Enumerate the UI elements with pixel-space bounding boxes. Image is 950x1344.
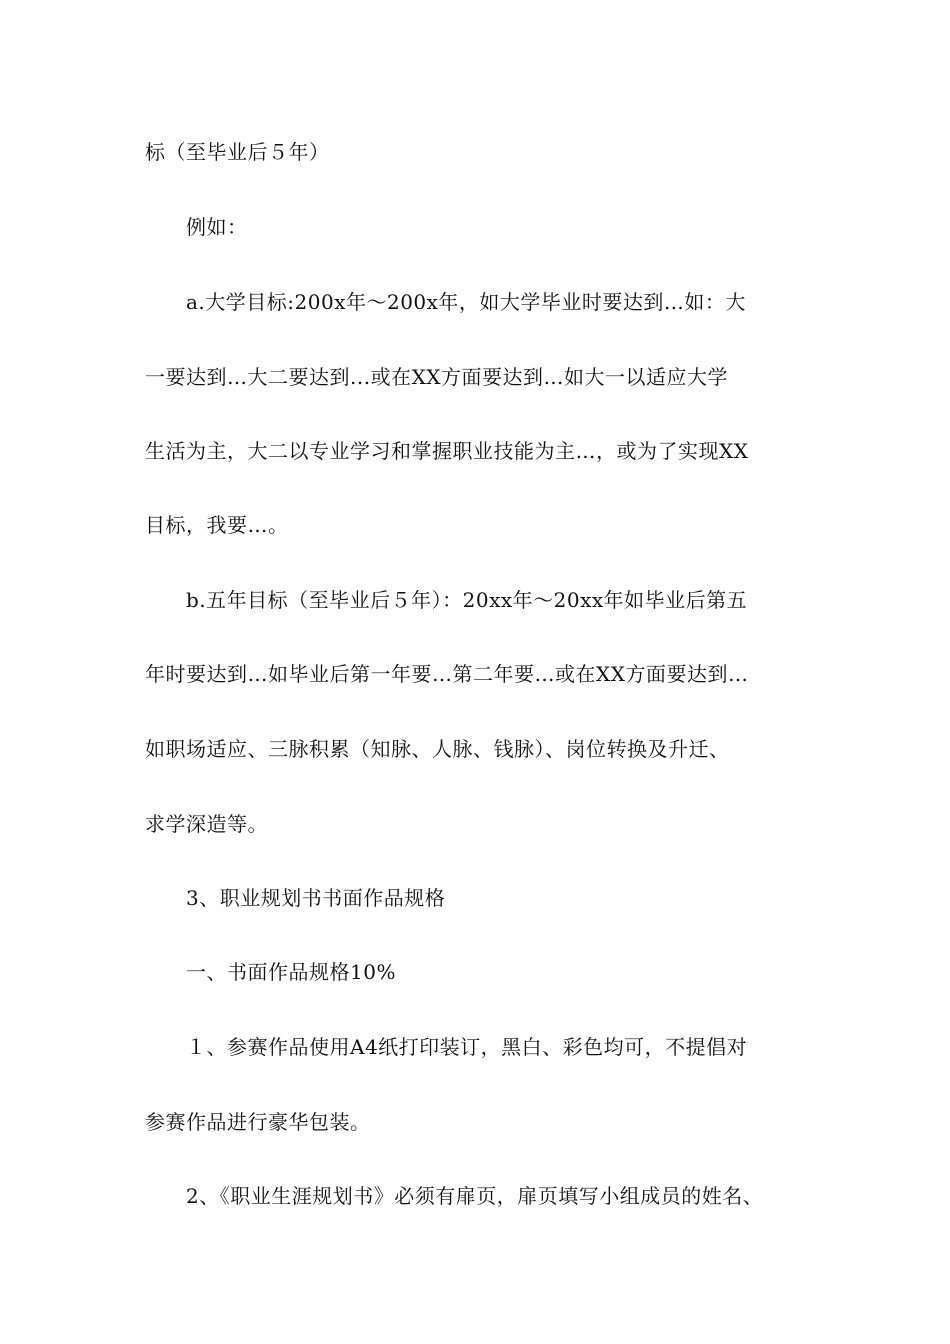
text-line-11: 3、职业规划书书面作品规格 xyxy=(186,886,446,910)
text-line-3: a.大学目标:200x年～200x年，如大学毕业时要达到…如：大 xyxy=(186,290,746,314)
text-line-9: 如职场适应、三脉积累（知脉、人脉、钱脉）、岗位转换及升迁、 xyxy=(145,737,730,761)
text-line-1: 标（至毕业后５年） xyxy=(145,140,330,164)
text-line-7: b.五年目标（至毕业后５年）：20xx年～20xx年如毕业后第五 xyxy=(186,588,748,612)
text-line-5: 生活为主，大二以专业学习和掌握职业技能为主…，或为了实现XX xyxy=(145,439,749,463)
text-line-10: 求学深造等。 xyxy=(145,812,268,836)
text-line-8: 年时要达到…如毕业后第一年要…第二年要…或在XX方面要达到… xyxy=(145,662,749,686)
text-line-13: １、参赛作品使用A4纸打印装订，黑白、彩色均可，不提倡对 xyxy=(186,1035,748,1059)
text-line-4: 一要达到…大二要达到...或在XX方面要达到…如大一以适应大学 xyxy=(145,365,729,389)
text-line-2: 例如： xyxy=(186,215,248,239)
text-line-15: 2、《职业生涯规划书》必须有扉页，扉页填写小组成员的姓名、 xyxy=(186,1184,764,1208)
text-line-6: 目标，我要…。 xyxy=(145,513,289,537)
text-line-12: 一、书面作品规格10% xyxy=(186,960,396,984)
text-line-14: 参赛作品进行豪华包装。 xyxy=(145,1110,371,1134)
